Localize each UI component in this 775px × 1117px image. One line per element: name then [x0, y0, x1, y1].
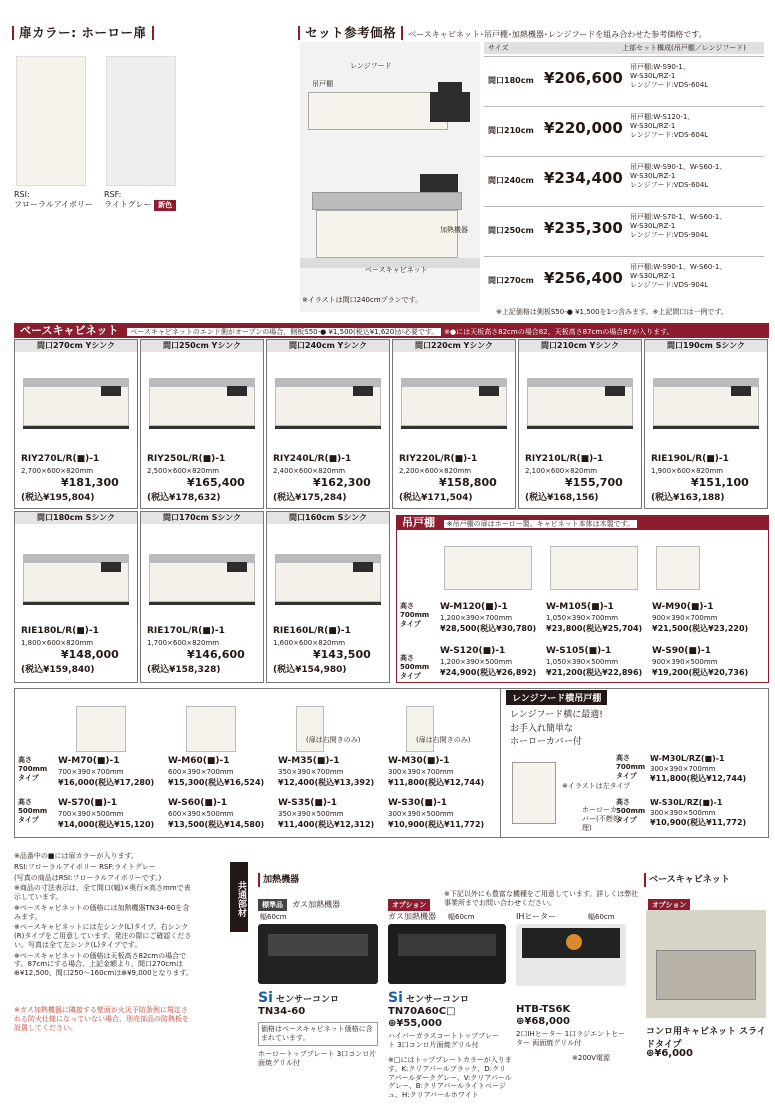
set-row-config-line: W-S30L/RZ-1 — [630, 271, 676, 280]
wall2-cabinet-dim: 700×390×700mm — [58, 768, 124, 776]
wall2-cabinet-price: ¥15,300(税込¥16,524) — [168, 778, 265, 787]
hoodside-h700: 高さ700mmタイプ — [616, 754, 646, 780]
set-row-size: 間口180cm — [488, 76, 534, 85]
slide-cabinet-image — [646, 910, 766, 1018]
wall-cabinet-model: W-S105(■)-1 — [546, 646, 612, 656]
gas-label-2: ガス加熱機器 — [388, 912, 436, 921]
included-note: 価格はベースキャビネット価格に含まれています。 — [258, 1022, 378, 1046]
base-cabinet-image — [149, 378, 255, 428]
stove-tn70-image — [388, 924, 506, 984]
set-row-size: 間口270cm — [488, 276, 534, 285]
wall2-cabinet-image — [406, 706, 434, 752]
base-cabinet-card — [140, 511, 264, 683]
wall-cabinet-price: ¥23,800(税込¥25,704) — [546, 624, 643, 633]
wall-cabinet-image — [444, 546, 532, 590]
set-row-config-line: レンジフード:VDS-604L — [630, 130, 709, 139]
base-section-header: ベースキャビネット ベースキャビネットのエンド側がオープンの場合、側板S50-● ¥1,500(税込¥1,620)が必要です。 ※●には天板高さ82cmの場合82、天板高さ87cmの場合87が入ります。 — [14, 323, 769, 338]
common-base-title: ベースキャビネット — [644, 872, 730, 887]
base-cabinet-model: RIE180L/R(■)-1 — [21, 626, 99, 636]
note-line: ※商品の寸法表示は、全て間口(幅)×奥行×高さmmで表示しています。 — [14, 884, 191, 901]
notes-block — [14, 852, 194, 980]
wall-cabinet-image — [550, 546, 638, 590]
base-cabinet-card — [266, 511, 390, 683]
wall2-cabinet-image — [296, 706, 324, 752]
desc-htb: 2口IHヒーター 1口ラジエントヒーター 両面焼グリル付 — [516, 1030, 625, 1047]
model-slide-cab: コンロ用キャビネット スライドタイプ — [646, 1027, 766, 1050]
wall2-cabinet-price: ¥12,400(税込¥13,392) — [278, 778, 375, 787]
common-vertical-label: 共通部材 — [230, 862, 248, 932]
base-cabinet-head: 間口210cm Yシンク — [519, 340, 641, 352]
base-cabinet-card — [266, 339, 390, 509]
base-cabinet-image — [23, 554, 129, 604]
wall2-cabinet-model: W-S70(■)-1 — [58, 798, 117, 808]
note-line: RSI:フローラルアイボリー RSF:ライトグレー — [14, 862, 156, 871]
label-hood: レンジフード — [350, 62, 392, 70]
note-line: ※ベースキャビネットの価格は天板高さ82cmの場合です。87cmにする場合、上記金額より、間口270cmは⊕¥12,500、間口250〜160cmは⊕¥9,000となります。 — [14, 951, 193, 977]
wall-cabinet-price: ¥21,500(税込¥23,220) — [652, 624, 749, 633]
base-cabinet-model: RIE160L/R(■)-1 — [273, 626, 351, 636]
set-row-price: ¥256,400 — [544, 269, 623, 287]
wall2-cabinet-dim: 350×390×700mm — [278, 768, 344, 776]
base-cabinet-dim: 1,700×600×820mm — [147, 639, 220, 647]
base-cabinet-model: RIY250L/R(■)-1 — [147, 454, 226, 464]
base-cabinet-tax: (税込¥195,804) — [21, 493, 95, 503]
wall2-cabinet-dim: 600×390×500mm — [168, 810, 234, 818]
base-cabinet-head: 間口180cm Sシンク — [15, 512, 137, 524]
base-cabinet-tax: (税込¥159,840) — [21, 665, 95, 675]
base-cabinet-card — [518, 339, 642, 509]
hoodside-h500: 高さ500mmタイプ — [616, 798, 646, 824]
note-line: ※ベースキャビネットの価格には加熱機器TN34-60を含みます。 — [14, 903, 190, 921]
label-heater: 加熱機器 — [440, 226, 468, 234]
set-row-config-line: 吊戸棚:W-S120-1、 — [630, 113, 695, 121]
width-60-a: 幅60cm — [260, 913, 287, 921]
color-note-tn70: ※□にはトッププレートカラーが入ります。K:クリアパールブラック、D:クリアパールダークグレー、V:クリアパールグレー、B:クリアパールライトベージュ、H:クリアパールホワイト — [388, 1056, 512, 1099]
wall-height-label: 高さ500mmタイプ — [400, 654, 430, 680]
label-base: ベースキャビネット — [365, 266, 428, 274]
wall2-cabinet-price: ¥16,000(税込¥17,280) — [58, 778, 155, 787]
base-cabinet-tax: (税込¥154,980) — [273, 665, 347, 675]
wall2-cabinet-price: ¥13,500(税込¥14,580) — [168, 820, 265, 829]
base-cabinet-dim: 1,900×600×820mm — [651, 467, 724, 475]
v200-note: ※200V電源 — [572, 1054, 611, 1062]
hoodside-title: レンジフード横吊戸棚 — [506, 690, 607, 705]
base-cabinet-price: ¥143,500 — [313, 648, 371, 661]
base-cabinet-card — [644, 339, 768, 509]
hoodside-d500: 300×390×500mm — [650, 808, 716, 817]
set-row-config — [630, 263, 764, 289]
price-slide-cab: ⊕¥6,000 — [646, 1048, 693, 1059]
sensor-label-2: センサーコンロ — [406, 995, 470, 1005]
set-row-price: ¥206,600 — [544, 69, 623, 87]
wall2-cabinet-model: W-S60(■)-1 — [168, 798, 227, 808]
rsf-name: ライトグレー — [104, 200, 152, 210]
base-cabinet-tax: (税込¥163,188) — [651, 493, 725, 503]
base-cabinet-tax: (税込¥158,328) — [147, 665, 221, 675]
set-row-config-line: レンジフード:VDS-604L — [630, 80, 709, 89]
set-row-config-line: 吊戸棚:W-S90-1、W-S60-1、 — [630, 163, 727, 171]
base-cabinet-head: 間口270cm Yシンク — [15, 340, 137, 352]
set-row-config-line: W-S30L/RZ-1 — [630, 221, 676, 230]
gas-label: ガス加熱機器 — [292, 900, 341, 909]
base-cabinet-image — [401, 378, 507, 428]
base-cabinet-tax: (税込¥178,632) — [147, 493, 221, 503]
hoodside-m700: W-M30L/RZ(■)-1 — [650, 754, 725, 763]
set-row-config — [630, 163, 764, 189]
base-cabinet-model: RIY270L/R(■)-1 — [21, 454, 100, 464]
set-row-size: 間口210cm — [488, 126, 534, 135]
hoodside-cover: ホーローカバー(不燃処理) — [582, 806, 620, 832]
wall-cabinet-model: W-M120(■)-1 — [440, 602, 508, 612]
wall-section-header: 吊戸棚 ※吊戸棚の扉はホーロー製、キャビネット本体は木製です。 — [396, 515, 769, 530]
base-cabinet-card — [392, 339, 516, 509]
hoodside-d700: 300×390×700mm — [650, 764, 716, 773]
set-row-config-line: レンジフード:VDS-904L — [630, 280, 709, 289]
wall2-cabinet-image — [186, 706, 236, 752]
set-row-config — [630, 63, 764, 89]
wall2-cabinet-image — [76, 706, 126, 752]
wall-cabinet-model: W-S90(■)-1 — [652, 646, 711, 656]
set-row-config — [630, 213, 764, 239]
base-cabinet-model: RIE190L/R(■)-1 — [651, 454, 729, 464]
note-line: ※ベースキャビネットには左シンク(L)タイプ、右シンク(R)タイプをご用意しています。発注の際にご確認ください。写真は全て左シンク(L)タイプです。 — [14, 923, 192, 949]
base-cabinet-image — [653, 378, 759, 428]
base-cabinet-dim: 1,600×600×820mm — [273, 639, 346, 647]
set-foot-note: ※上記価格は側板S50-● ¥1,500を1つ含みます。※上記間口は一例です。 — [496, 308, 728, 316]
base-cabinet-head: 間口170cm Sシンク — [141, 512, 263, 524]
set-row-config-line: 吊戸棚:W-S90-1、 — [630, 63, 690, 71]
rsi-name: フローラルアイボリー — [14, 200, 94, 210]
set-row-config-line: W-S30L/RZ-1 — [630, 171, 676, 180]
set-row-price: ¥220,000 — [544, 119, 623, 137]
si-logo-2: Si — [388, 990, 403, 1006]
wall2-cabinet-dim: 600×390×700mm — [168, 768, 234, 776]
base-cabinet-model: RIY220L/R(■)-1 — [399, 454, 478, 464]
price-htb: ⊕¥68,000 — [516, 1016, 570, 1027]
base-cabinet-head: 間口220cm Yシンク — [393, 340, 515, 352]
hoodside-l2: お手入れ簡単な — [510, 723, 574, 734]
wall-cabinet-price: ¥28,500(税込¥30,780) — [440, 624, 537, 633]
base-cabinet-price: ¥165,400 — [187, 476, 245, 489]
base-cabinet-price: ¥148,000 — [61, 648, 119, 661]
hoodside-l3: ホーローカバー付 — [510, 737, 582, 747]
std-badge: 標準品 — [258, 899, 287, 911]
wall-cabinet-price: ¥19,200(税込¥20,736) — [652, 668, 749, 677]
base-cabinet-price: ¥151,100 — [691, 476, 749, 489]
wall2-cabinet-price: ¥11,400(税込¥12,312) — [278, 820, 375, 829]
base-cabinet-image — [527, 378, 633, 428]
base-cabinet-dim: 1,800×600×820mm — [21, 639, 94, 647]
notes-red: ※ガス加熱機器に隣接する壁面が火災予防条例に規定される防火仕様になっていない場合、別売部品の防熱板を設置してください。 — [14, 1006, 189, 1032]
wall2-cabinet-dim: 300×390×500mm — [388, 810, 454, 818]
base-cabinet-head: 間口240cm Yシンク — [267, 340, 389, 352]
wall-cabinet-price: ¥21,200(税込¥22,896) — [546, 668, 643, 677]
wall2-cabinet-model: W-M70(■)-1 — [58, 756, 120, 766]
wall2-height-label: 高さ700mmタイプ — [18, 756, 48, 782]
set-row-config-line: レンジフード:VDS-904L — [630, 230, 709, 239]
base-cabinet-tax: (税込¥175,284) — [273, 493, 347, 503]
wall-cabinet-price: ¥24,900(税込¥26,892) — [440, 668, 537, 677]
base-cabinet-price: ¥155,700 — [565, 476, 623, 489]
base-cabinet-card — [14, 339, 138, 509]
hoodside-illust-note: ※イラストは左タイプ — [562, 782, 631, 790]
option-badge: オプション — [388, 899, 430, 911]
base-cabinet-dim: 2,200×600×820mm — [399, 467, 472, 475]
wall-cabinet-dim: 1,050×390×500mm — [546, 658, 619, 666]
base-cabinet-price: ¥181,300 — [61, 476, 119, 489]
wall2-cabinet-model: W-M30(■)-1 — [388, 756, 450, 766]
wall-cabinet-dim: 1,050×390×700mm — [546, 614, 619, 622]
note-line: (写真の商品はRSI:フローラルアイボリーです。) — [14, 873, 162, 882]
right-open-note: (扉は右開きのみ) — [306, 736, 361, 744]
sensor-label-1: センサーコンロ — [276, 995, 340, 1005]
base-cabinet-price: ¥146,600 — [187, 648, 245, 661]
base-cabinet-head: 間口190cm Sシンク — [645, 340, 767, 352]
set-row-price: ¥235,300 — [544, 219, 623, 237]
rsi-code: RSI: — [14, 190, 30, 199]
wall2-height-label: 高さ500mmタイプ — [18, 798, 48, 824]
hoodside-illustration — [512, 762, 556, 824]
set-row-config-line: 吊戸棚:W-S90-1、W-S60-1、 — [630, 263, 727, 271]
common-heater-title: 加熱機器 — [258, 872, 299, 887]
base-cabinet-price: ¥162,300 — [313, 476, 371, 489]
set-row-config-line: 吊戸棚:W-S70-1、W-S60-1、 — [630, 213, 727, 221]
set-price-row — [484, 156, 764, 204]
model-tn34: TN34-60 — [258, 1006, 306, 1017]
note-line: ※品番中の■には扉カラーが入ります。 — [14, 852, 138, 860]
wall-cabinet-model: W-S120(■)-1 — [440, 646, 506, 656]
model-tn70: TN70A60C□ — [388, 1006, 456, 1017]
base-cabinet-dim: 2,100×600×820mm — [525, 467, 598, 475]
set-price-row — [484, 256, 764, 304]
base-cabinet-head: 間口160cm Sシンク — [267, 512, 389, 524]
option-note: ※下記以外にも豊富な機種をご用意しています。詳しくは弊社事業所までお問い合わせください。 — [444, 890, 639, 907]
door-rsf-swatch — [106, 56, 176, 186]
ih-label: IHヒーター — [516, 912, 557, 921]
set-row-size: 間口250cm — [488, 226, 534, 235]
base-cabinet-image — [149, 554, 255, 604]
base-cabinet-dim: 2,500×600×820mm — [147, 467, 220, 475]
stove-tn34-image — [258, 924, 378, 984]
wall-cabinet-dim: 900×390×500mm — [652, 658, 718, 666]
door-rsi-swatch — [16, 56, 86, 186]
wall-cabinet-image — [656, 546, 700, 590]
set-price-row — [484, 106, 764, 154]
set-row-config-line: W-S30L/RZ-1 — [630, 71, 676, 80]
option-badge-2: オプション — [648, 899, 690, 911]
base-cabinet-image — [275, 554, 381, 604]
wall2-cabinet-model: W-M35(■)-1 — [278, 756, 340, 766]
base-cabinet-model: RIY240L/R(■)-1 — [273, 454, 352, 464]
label-wall: 吊戸棚 — [312, 80, 333, 88]
width-60-b: 幅60cm — [448, 913, 475, 921]
set-row-config-line: レンジフード:VDS-604L — [630, 180, 709, 189]
base-cabinet-image — [23, 378, 129, 428]
set-price-row — [484, 206, 764, 254]
wall2-cabinet-model: W-S30(■)-1 — [388, 798, 447, 808]
wall-height-label: 高さ700mmタイプ — [400, 602, 430, 628]
wall-cabinet-dim: 900×390×700mm — [652, 614, 718, 622]
base-cabinet-head: 間口250cm Yシンク — [141, 340, 263, 352]
base-cabinet-dim: 2,400×600×820mm — [273, 467, 346, 475]
hoodside-m500: W-S30L/RZ(■)-1 — [650, 798, 723, 807]
base-cabinet-tax: (税込¥168,156) — [525, 493, 599, 503]
wall2-cabinet-dim: 300×390×700mm — [388, 768, 454, 776]
right-open-note: (扉は右開きのみ) — [416, 736, 471, 744]
base-cabinet-model: RIY210L/R(■)-1 — [525, 454, 604, 464]
wall2-cabinet-price: ¥14,000(税込¥15,120) — [58, 820, 155, 829]
base-cabinet-tax: (税込¥171,504) — [399, 493, 473, 503]
ih-heater-image — [516, 924, 626, 986]
base-cabinet-card — [14, 511, 138, 683]
hoodside-p700: ¥11,800(税込¥12,744) — [650, 773, 747, 783]
si-logo-1: Si — [258, 990, 273, 1006]
set-row-config-line: W-S30L/RZ-1 — [630, 121, 676, 130]
set-subtitle: ベースキャビネット･吊戸棚･加熱機器･レンジフードを組み合わせた参考価格です。 — [408, 30, 707, 39]
wall-cabinet-dim: 1,200×390×700mm — [440, 614, 513, 622]
wall2-cabinet-model: W-S35(■)-1 — [278, 798, 337, 808]
price-tn70: ⊕¥55,000 — [388, 1018, 442, 1029]
rsf-code: RSF: — [104, 190, 122, 199]
base-cabinet-price: ¥158,800 — [439, 476, 497, 489]
set-row-config — [630, 113, 764, 139]
door-section-title: 扉カラー: ホーロー扉 — [12, 22, 154, 41]
base-cabinet-card — [140, 339, 264, 509]
wall-cabinet-dim: 1,200×390×500mm — [440, 658, 513, 666]
set-price-row — [484, 56, 764, 104]
base-cabinet-model: RIE170L/R(■)-1 — [147, 626, 225, 636]
wall-cabinet-model: W-M90(■)-1 — [652, 602, 714, 612]
wall2-cabinet-price: ¥11,800(税込¥12,744) — [388, 778, 485, 787]
desc-tn34: ホーロートッププレート 3口コンロ片面焼グリル付 — [258, 1050, 377, 1067]
new-color-badge: 新色 — [154, 200, 176, 211]
base-cabinet-image — [275, 378, 381, 428]
set-row-size: 間口240cm — [488, 176, 534, 185]
set-section-title: セット参考価格 ベースキャビネット･吊戸棚･加熱機器･レンジフードを組み合わせた参考価格です。 — [298, 22, 768, 41]
illust-note: ※イラストは間口240cmプランです。 — [302, 296, 423, 304]
hoodside-l1: レンジフード横に最適! — [510, 710, 603, 720]
set-price-table: サイズ 上部セット構成(吊戸棚／レンジフード) — [484, 42, 764, 54]
base-cabinet-dim: 2,700×600×820mm — [21, 467, 94, 475]
wall2-cabinet-dim: 700×390×500mm — [58, 810, 124, 818]
wall-cabinet-model: W-M105(■)-1 — [546, 602, 614, 612]
width-60-c: 幅60cm — [588, 913, 615, 921]
wall2-cabinet-price: ¥10,900(税込¥11,772) — [388, 820, 485, 829]
model-htb: HTB-TS6K — [516, 1004, 571, 1015]
set-row-price: ¥234,400 — [544, 169, 623, 187]
desc-tn70: ハイパーガラスコートトッププレート 3口コンロ片面焼グリル付 — [388, 1032, 500, 1049]
hoodside-p500: ¥10,900(税込¥11,772) — [650, 817, 747, 827]
wall2-cabinet-dim: 350×390×500mm — [278, 810, 344, 818]
wall2-cabinet-model: W-M60(■)-1 — [168, 756, 230, 766]
